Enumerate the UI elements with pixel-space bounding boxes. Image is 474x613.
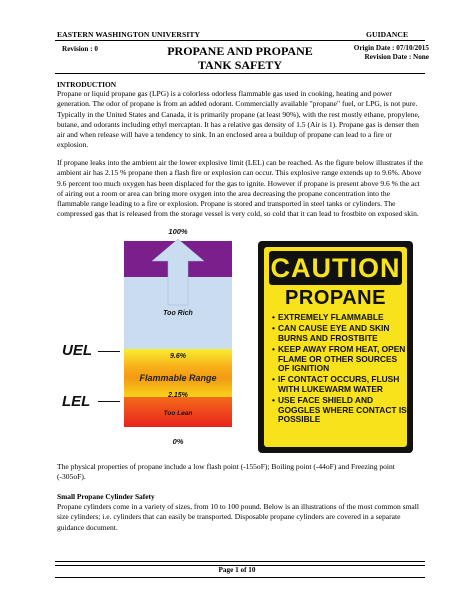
footer-rule-top [55,561,425,562]
revision-date: Revision Date : None [364,53,429,61]
label-uel-value: 9.6% [170,353,186,360]
label-lel-value: 2.15% [168,392,188,399]
hazard-list [272,313,407,426]
page-number: Page 1 of 10 [218,566,256,574]
small-cylinder-heading: Small Propane Cylinder Safety [57,492,155,501]
label-flammable-range: Flammable Range [139,373,217,383]
label-too-lean: Too Lean [163,410,193,417]
label-100-percent: 100% [168,227,188,236]
title-line-2: TANK SAFETY [197,58,283,72]
org-name: EASTERN WASHINGTON UNIVERSITY [57,30,201,39]
hazard-item: • KEEP AWAY FROM HEAT, OPEN FLAME OR OTHER SOURCES OF IGNITION [272,345,407,373]
label-0-percent: 0% [172,437,184,446]
intro-text-2: If propane leaks into the ambient air the lower explosive limit (LEL) can be reached. As the figure below illustrates if the ambient air has 2.15 % propane then a flash fire or explosion can occur. This explosive range extends up to 9.6%. Above 9.6 percent too much oxygen has been displaced for the gas to ignite. However if propane is present above 9.6 % the act of airing out a room or area can bring more oxygen into the area decreasing the propane concentration into the flammable range leading to a fire or explosion. Propane is stored and transported in steel tanks or cylinders. The compressed gas that is released from the storage vessel is very cold, so cold that it can lead to frostbite on exposed skin. [57,158,423,219]
header-rule-top [55,40,425,41]
caution-heading: CAUTION [270,253,401,283]
dates-block [344,44,429,62]
footer-rule-bottom [55,577,425,578]
physical-properties [57,462,423,483]
title-line-1: PROPANE AND PROPANE [167,44,313,58]
intro-text-1: Propane or liquid propane gas (LPG) is a colorless odorless flammable gas used in cooking, heating and power generation. The odor of propane is from an added odorant. Commercially available "propane" fuel, or LPG, is not pure. Typically in the United States and Canada, it is primarily propane (at least 90%), with the rest mostly ethane, propylene, butane, and odorants including ethyl mercaptan. It has a relative gas density of 1.5 (Air is 1). Propane gas is denser then air and when release will have a tendency to sink. In an enclosed area a buildup of propane can lead to a fire or explosion. [57,89,420,150]
label-too-rich: Too Rich [163,310,193,317]
origin-date: Origin Date : 07/10/2015 [353,44,429,52]
uel-pointer-line [98,351,120,352]
revision-label: Revision : 0 [62,45,98,53]
physical-properties-text: The physical properties of propane include a low flash point (-155oF); Boiling point (-44oF) and Freezing point (-305oF). [57,462,395,482]
hazard-item: • CAN CAUSE EYE AND SKIN BURNS AND FROSTBITE [272,324,407,343]
lel-pointer-line [98,401,120,402]
small-cylinder-text: Propane cylinders come in a variety of sizes, from 10 to 100 pound. Below is an illustrations of the most common small size cylinders; i.e. cylinders that can easily be transported. Disposable propane cylinders are covered in a separate guidance document. [57,502,419,532]
flammability-diagram [120,227,248,449]
doc-type: GUIDANCE [366,30,409,39]
intro-paragraph-2 [57,158,423,220]
small-cylinder-paragraph [57,502,423,533]
lel-label: LEL [62,393,91,410]
caution-sign [258,241,413,453]
uel-label: UEL [62,342,92,359]
hazard-item: • IF CONTACT OCCURS, FLUSH WITH LUKEWARM WATER [272,375,407,394]
page-title [150,44,330,72]
intro-heading: INTRODUCTION [57,80,117,89]
hazard-item: • EXTREMELY FLAMMABLE [272,313,407,322]
hazard-item: • USE FACE SHIELD AND GOGGLES WHERE CONTACT IS POSSIBLE [272,396,407,424]
intro-paragraph-1 [57,89,423,151]
header-rule-bottom [55,73,425,74]
caution-subject: PROPANE [285,287,386,309]
